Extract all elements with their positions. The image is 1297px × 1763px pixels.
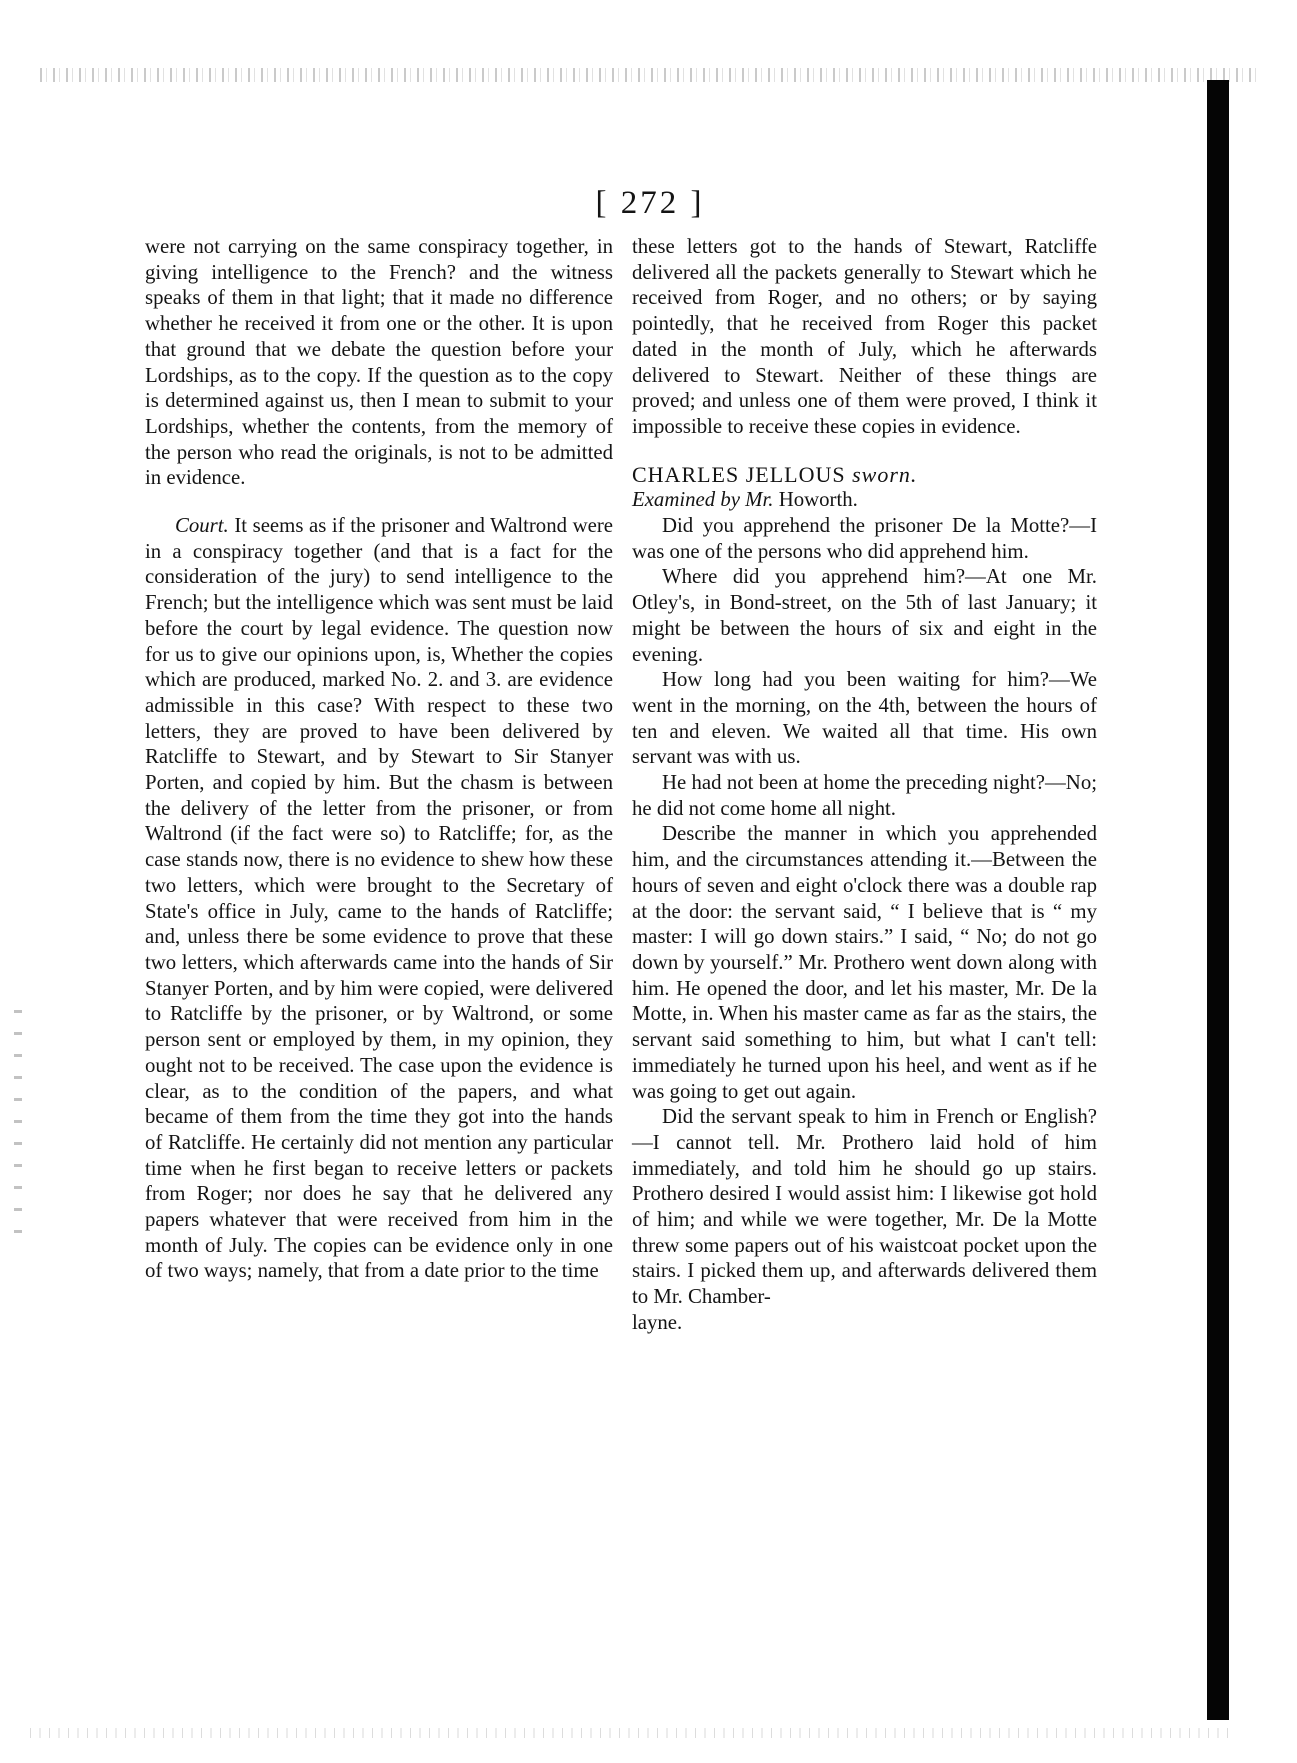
examiner-name: Howorth.	[778, 488, 858, 512]
examined-by: Examined by Mr.	[632, 488, 774, 512]
qa-paragraph: Describe the manner in which you apprehended him, and the circumstances attending it.—Between the hours of seven and eight o'clock there was a double rap at the door: the servant said, “ I believe that is “ my master: I will go down stairs.” I said, “ No; do not go down by yourself.” Mr. Prothero went down along with him. He opened the door, and let his master, Mr. De la Motte, in. When his master came as far as the stairs, the servant said something to him, but what I can't tell: immediately he turned upon his heel, and went as if he was going to get out again.	[632, 822, 1097, 1103]
scan-binding-edge	[1207, 80, 1229, 1720]
court-speaker: Court.	[175, 514, 229, 538]
scan-margin-marks	[14, 1010, 22, 1250]
witness-sworn: sworn.	[852, 461, 918, 487]
scan-noise-top	[40, 68, 1260, 82]
qa-paragraph: Did the servant speak to him in French or English?—I cannot tell. Mr. Prothero laid hold of him immediately, and told him he should go up stairs. Prothero desired I would assist him: I likewise got hold of him; and while we were together, Mr. De la Motte threw some papers out of his waistcoat pocket upon the stairs. I picked them up, and afterwards delivered them to Mr. Chamber-	[632, 1105, 1097, 1309]
right-paragraph-1: these letters got to the hands of Stewart, Ratcliffe delivered all the packets generally to Stewart which he received from Roger, and no others; or by saying pointedly, that he received from Roger this packet dated in the month of July, which he afterwards delivered to Stewart. Neither of these things are proved; and unless one of them were proved, I think it impossible to receive these copies in evidence.	[632, 235, 1097, 438]
left-paragraph-1: were not carrying on the same conspiracy together, in giving intelligence to the French? and the witness speaks of them in that light; that it made no difference whether he received it from one or the other. It is upon that ground that we debate the question before your Lordships, as to the copy. If the question as to the copy is determined against us, then I mean to submit to your Lordships, whether the contents, from the memory of the person who read the originals, is not to be admitted in evidence.	[145, 235, 613, 490]
right-column	[632, 234, 1097, 1336]
qa-paragraph: How long had you been waiting for him?—We went in the morning, on the 4th, between the hours of ten and eleven. We waited all that time. His own servant was with us.	[632, 668, 1097, 769]
scan-noise-bottom	[30, 1728, 1230, 1738]
qa-paragraph: Did you apprehend the prisoner De la Motte?—I was one of the persons who did apprehend him.	[632, 514, 1097, 563]
page-number: [ 272 ]	[595, 185, 705, 221]
qa-paragraph: Where did you apprehend him?—At one Mr. Otley's, in Bond-street, on the 5th of last January; it might be between the hours of six and eight in the evening.	[632, 565, 1097, 666]
court-opinion-text: It seems as if the prisoner and Waltrond were in a conspiracy together (and that is a fact for the consideration of the jury) to send intelligence to the French; but the intelligence which was sent must be laid before the court by legal evidence. The question now for us to give our opinions upon, is, Whether the copies which are produced, marked No. 2. and 3. are evidence admissible in this case? With respect to these two letters, they are proved to have been delivered by Ratcliffe to Stewart, and by Stewart to Sir Stanyer Porten, and copied by him. But the chasm is between the delivery of the letter from the prisoner, or from Waltrond (if the fact were so) to Ratcliffe; for, as the case stands now, there is no evidence to shew how these two letters, which were brought to the Secretary of State's office in July, came to the hands of Ratcliffe; and, unless there be some evidence to prove that these two letters, which afterwards came into the hands of Sir Stanyer Porten, and by him were copied, were delivered to Ratcliffe by the prisoner, or by Waltrond, or some person sent or employed by them, in my opinion, they ought not to be received. The case upon the evidence is clear, as to the condition of the papers, and what became of them from the time they got into the hands of Ratcliffe. He certainly did not mention any particular time when he first began to receive letters or packets from Roger; nor does he say that he delivered any papers whatever that were received from him in the month of July. The copies can be evidence only in one of two ways; namely, that from a date prior to the time	[145, 514, 613, 1283]
catchword: layne.	[632, 1310, 683, 1334]
qa-paragraph: He had not been at home the preceding night?—No; he did not come home all night.	[632, 771, 1097, 820]
left-paragraph-2	[145, 513, 613, 1284]
witness-name: CHARLES JELLOUS	[632, 461, 846, 487]
left-column	[145, 234, 613, 1284]
examination-line	[632, 487, 1097, 513]
witness-heading	[632, 462, 1097, 488]
